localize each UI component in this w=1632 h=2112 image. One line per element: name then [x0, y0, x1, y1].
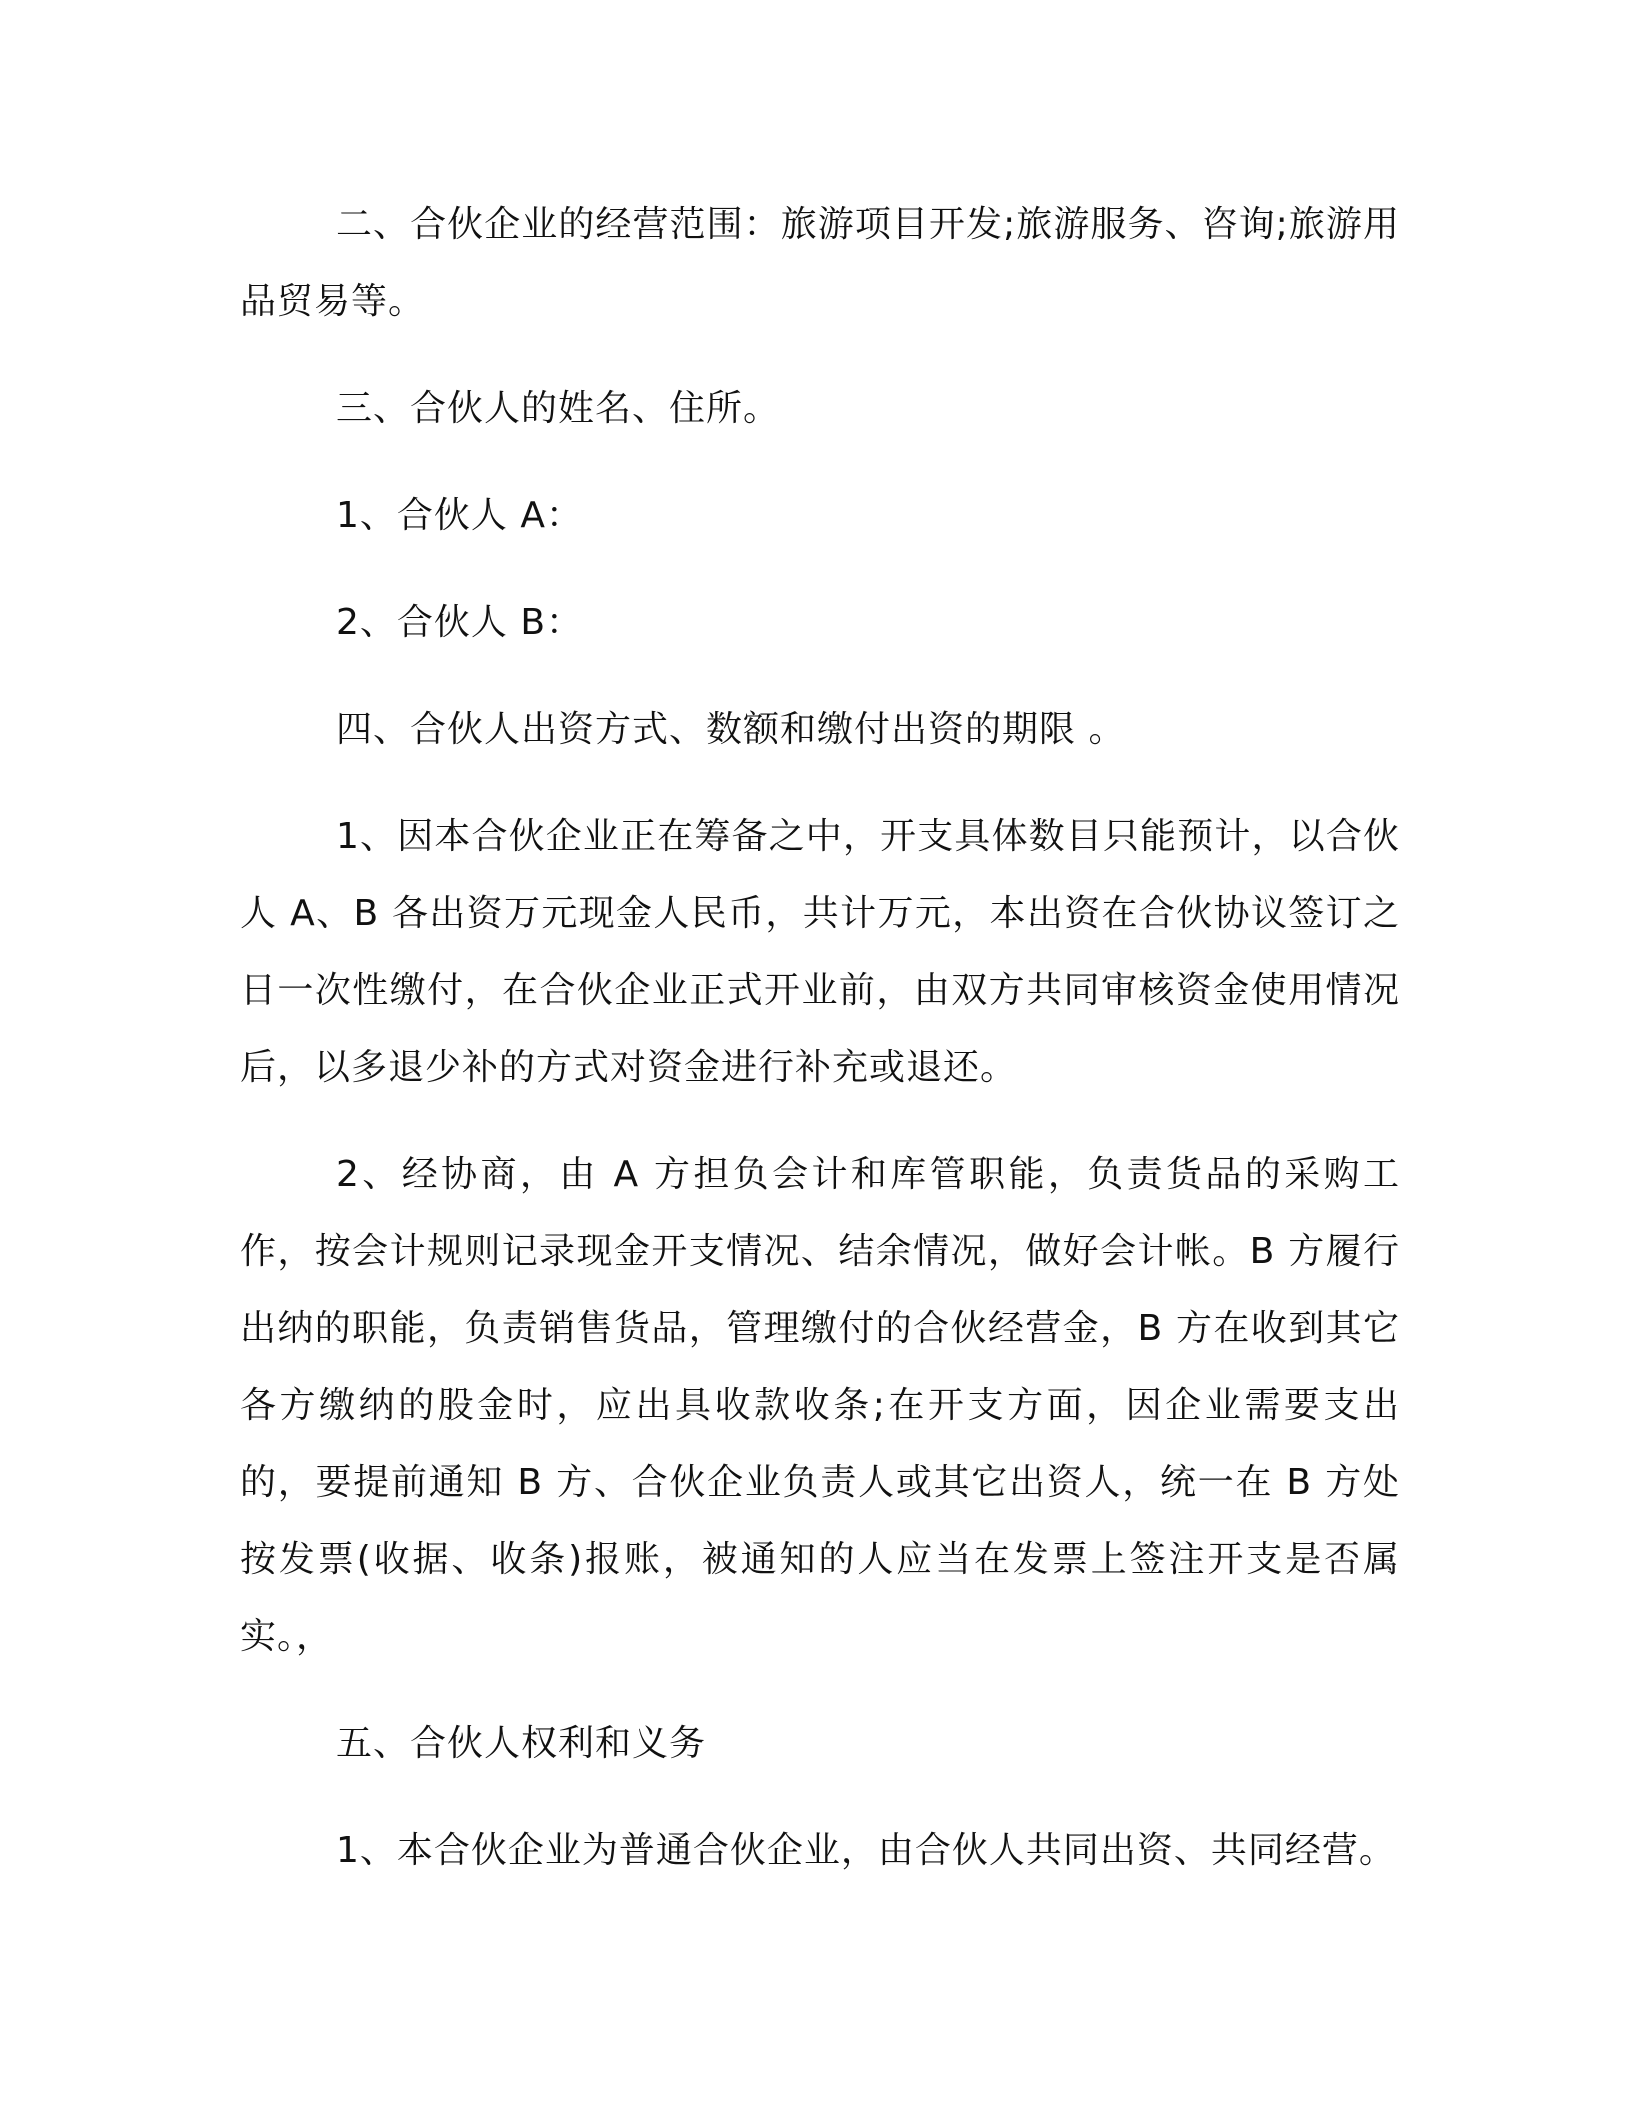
paragraph-rights-heading: 五、合伙人权利和义务 — [336, 1723, 707, 1764]
paragraph-partner-b: 2、合伙人 B： — [336, 602, 584, 643]
paragraph-contribution-1: 1、因本合伙企业正在筹备之中，开支具体数目只能预计，以合伙人 A、B 各出资万元现金人民币，共计万元，本出资在合伙协议签订之日一次性缴付，在合伙企业正式开业前，由双方共同审核资金使用情况后，以多退少补的方式对资金进行补充或退还。 — [240, 816, 1400, 1088]
paragraph-rights-1: 1、本合伙企业为普通合伙企业，由合伙人共同出资、共同经营。 — [336, 1830, 1396, 1871]
paragraph-partner-a: 1、合伙人 A： — [336, 495, 583, 536]
paragraph-contribution-2: 2、经协商，由 A 方担负会计和库管职能，负责货品的采购工作，按会计规则记录现金开支情况、结余情况，做好会计帐。B 方履行出纳的职能，负责销售货品，管理缴付的合伙经营金，B 方在收到其它各方缴纳的股金时，应出具收款收条;在开支方面，因企业需要支出的，要提前通知 B 方、合伙企业负责人或其它出资人，统一在 B 方处按发票(收据、收条)报账，被通知的人应当在发票上签注开支是否属实。， — [240, 1154, 1400, 1657]
paragraph-business-scope: 二、合伙企业的经营范围：旅游项目开发;旅游服务、咨询;旅游用品贸易等。 — [240, 204, 1400, 322]
paragraph-partners-heading: 三、合伙人的姓名、住所。 — [336, 388, 781, 429]
paragraph-contribution-heading: 四、合伙人出资方式、数额和缴付出资的期限 。 — [336, 709, 1126, 750]
document-body — [240, 186, 1400, 1919]
